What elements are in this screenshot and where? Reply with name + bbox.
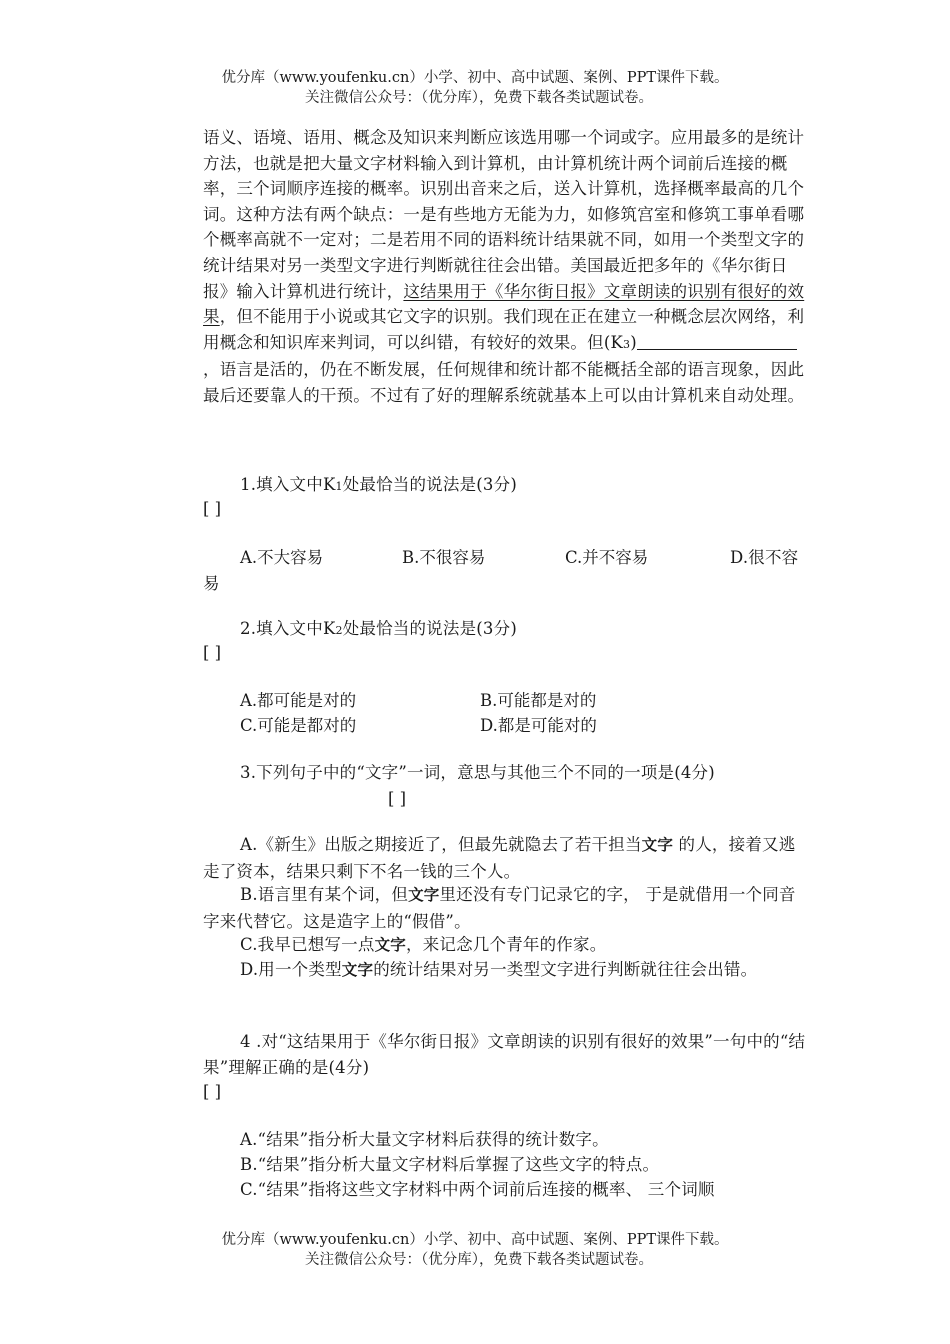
q3-answer-bracket[interactable]: [ ] [388, 789, 407, 808]
k3-label: (K [603, 332, 623, 352]
q4-stem-text: 4 .对“这结果用于《华尔街日报》文章朗读的识别有很好的效果”一句中的“结果”理解正确的是(4分) [203, 1032, 806, 1077]
q1-stem-b: 处最恰当的说法是(3分) [342, 475, 517, 494]
q2-option-a[interactable]: A.都可能是对的 [240, 691, 357, 710]
footer-line-1: 优分库（www.youfenku.cn）小学、初中、高中试题、案例、PPT课件下载。 [221, 1232, 729, 1248]
q1-stem [203, 472, 807, 500]
q2-stem-a: 2.填入文中K [240, 619, 336, 638]
k3-subscript: 3 [622, 337, 631, 351]
page-footer [0, 1230, 950, 1270]
q3-c-keyword: 文字 [374, 936, 406, 954]
header-line-1: 优分库（www.youfenku.cn）小学、初中、高中试题、案例、PPT课件下载。 [221, 70, 729, 86]
q4-answer-bracket[interactable]: [ ] [203, 1082, 222, 1101]
q2-subscript: 2 [335, 624, 343, 637]
page-header [0, 68, 950, 108]
q3-stem [203, 760, 807, 786]
q4-option-c[interactable] [203, 1177, 807, 1203]
q3-option-d[interactable] [203, 957, 807, 984]
footer-line-2: 关注微信公众号：（优分库），免费下载各类试题试卷。 [305, 1252, 653, 1268]
q3-b-post: 里还没有专门记录它的字， 于是就借用一个同音字来代替它。这是造字上的“假借”。 [203, 885, 796, 931]
q2-stem-b: 处最恰当的说法是(3分) [342, 619, 517, 638]
q4-b-text: B.“结果”指分析大量文字材料后掌握了这些文字的特点。 [240, 1155, 660, 1174]
q3-stem-text: 3.下列句子中的“文字”一词，意思与其他三个不同的一项是(4分) [240, 763, 715, 782]
q3-d-pre: D.用一个类型 [240, 960, 342, 979]
q2-stem [203, 616, 807, 644]
q1-option-d[interactable] [203, 545, 807, 596]
q1-subscript: 1 [335, 480, 343, 493]
q3-d-post: 的统计结果对另一类型文字进行判断就往往会出错。 [373, 960, 758, 979]
q1-stem-a: 1.填入文中K [240, 475, 336, 494]
q3-option-c[interactable] [203, 932, 807, 959]
q1-option-d-text: D.很不容易 [203, 548, 799, 593]
q1-option-b[interactable]: B.不很容易 [402, 548, 486, 567]
q2-answer-bracket[interactable]: [ ] [203, 643, 222, 662]
passage-text-a: 语义、语境、语用、概念及知识来判断应该选用哪一个词或字。应用最多的是统计方法，也就是把大量文字材料输入到计算机，由计算机统计两个词前后连接的概率，三个词顺序连接的概率。识别出音来之后，送入计算机，选择概率最高的几个词。这种方法有两个缺点：一是有些地方无能为力，如修筑宫室和修筑工事单看哪个概率高就不一定对；二是若用不同的语料统计结果就不同，如用一个类型文字的统计结果对另一类型文字进行判断就往往会出错。美国最近把多年的《华尔街日报》输入计算机进行统计， [203, 128, 805, 301]
q2-option-d[interactable]: D.都是可能对的 [480, 716, 597, 735]
q4-option-b[interactable] [203, 1152, 807, 1178]
passage-text-b: ，但不能用于小说或其它文字的识别。我们现在正在建立一种概念层次网络，利用概念和知识库来判词，可以纠错，有较好的效果。但 [203, 307, 805, 352]
q1-option-a[interactable]: A.不大容易 [240, 548, 324, 567]
passage-underlined-sentence: 这结果用于《华尔街日报》文章朗读的识别有很好的效果 [203, 281, 805, 327]
q3-c-post: ，来记念几个青年的作家。 [406, 935, 607, 954]
passage-text-c: ，语言是活的，仍在不断发展，任何规律和统计都不能概括全部的语言现象，因此最后还要靠人的干预。不过有了好的理解系统就基本上可以由计算机来自动处理。 [203, 360, 805, 405]
q4-c-text: C.“结果”指将这些文字材料中两个词前后连接的概率、 三个词顺 [240, 1180, 715, 1199]
passage-paragraph [203, 125, 807, 409]
q1-answer-bracket[interactable]: [ ] [203, 499, 222, 518]
q2-option-c[interactable]: C.可能是都对的 [240, 716, 357, 735]
k3-blank[interactable] [637, 331, 797, 350]
q4-stem [203, 1029, 807, 1080]
q3-a-keyword: 文字 [641, 836, 674, 854]
q1-option-c[interactable]: C.并不容易 [565, 548, 649, 567]
q3-c-pre: C.我早已想写一点 [240, 935, 375, 954]
q3-option-b[interactable] [203, 882, 807, 934]
q4-a-text: A.“结果”指分析大量文字材料后获得的统计数字。 [240, 1130, 609, 1149]
q4-option-a[interactable] [203, 1127, 807, 1153]
q2-option-b[interactable]: B.可能都是对的 [480, 691, 597, 710]
q3-option-a[interactable] [203, 832, 807, 884]
q3-b-pre: B.语言里有某个词，但 [240, 885, 409, 904]
q3-b-keyword: 文字 [408, 886, 440, 904]
header-line-2: 关注微信公众号：（优分库），免费下载各类试题试卷。 [305, 90, 653, 106]
q3-a-pre: A.《新生》出版之期接近了，但最先就隐去了若干担当 [240, 835, 642, 854]
q3-a-post: 的人，接着又逃走了资本，结果只剩下不名一钱的三个人。 [203, 835, 796, 881]
q3-d-keyword: 文字 [341, 961, 374, 979]
k3-close: ) [630, 332, 637, 352]
